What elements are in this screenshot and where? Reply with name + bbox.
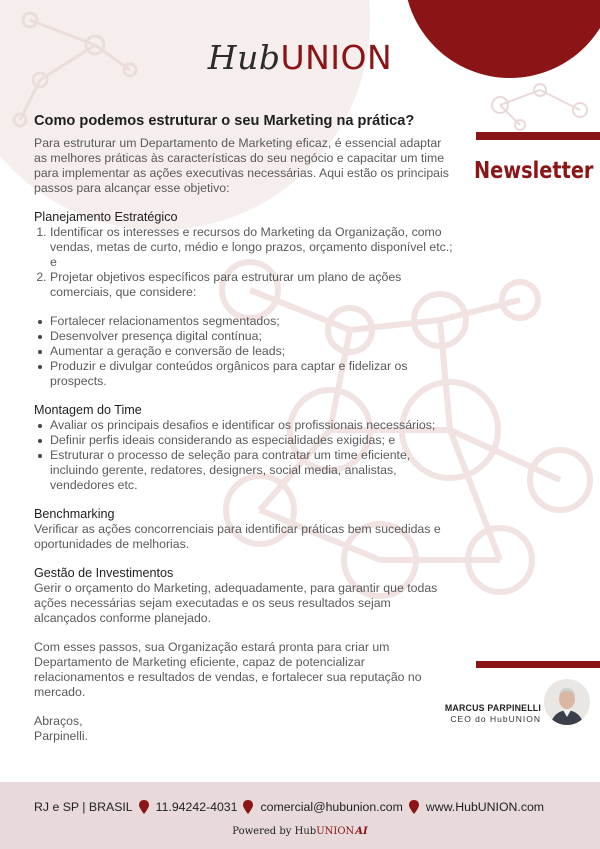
time-bullet-list — [34, 418, 454, 493]
section-heading-investimentos: Gestão de Investimentos — [34, 566, 174, 580]
network-graphic-top-right — [492, 84, 587, 130]
list-item: Estruturar o processo de seleção para contratar um time eficiente, incluindo gerente, redatores, designers, social media, analistas, vendedores etc. — [50, 448, 454, 493]
phone-icon — [139, 800, 149, 814]
powered-ai: AI — [355, 826, 368, 837]
list-item: Produzir e divulgar conteúdos orgânicos para captar e fidelizar os prospects. — [50, 359, 454, 389]
powered-hub: Hub — [294, 826, 317, 837]
list-item: 1. Identificar os interesses e recursos do Marketing da Organização, como vendas, metas de curto, médio e longo prazos, orçamento disponível etc.; e — [50, 225, 454, 270]
list-item: Definir perfis ideais considerando as especialidades exigidas; e — [50, 433, 454, 448]
list-item: Desenvolver presença digital contínua; — [50, 329, 454, 344]
logo-hub: Hub — [207, 38, 281, 77]
article-intro: Para estruturar um Departamento de Marketing eficaz, é essencial adaptar as melhores práticas às características do seu negócio e capacitar um time para implementar as ações executivas necessárias. Aqui estão os principais passos para alcançar esse objetivo: — [34, 136, 449, 195]
avatar — [544, 679, 590, 725]
author-accent-bar — [476, 661, 600, 668]
planejamento-bullet-list — [34, 314, 454, 389]
newsletter-label: Newsletter — [474, 158, 594, 184]
email-link[interactable]: comercial@hubunion.com — [260, 800, 403, 814]
list-item: Avaliar os principais desafios e identificar os profissionais necessários; — [50, 418, 454, 433]
email-icon — [243, 800, 253, 814]
newsletter-accent-bar — [476, 132, 600, 140]
section-heading-planejamento: Planejamento Estratégico — [34, 210, 178, 224]
article-title: Como podemos estruturar o seu Marketing na prática? — [34, 113, 415, 129]
section-heading-benchmarking: Benchmarking — [34, 507, 115, 521]
list-item: Fortalecer relacionamentos segmentados; — [50, 314, 454, 329]
planejamento-numbered-list — [34, 225, 454, 300]
logo-union: UNION — [280, 38, 393, 77]
author-name: MARCUS PARPINELLI — [444, 703, 541, 713]
website-icon — [409, 800, 419, 814]
investimentos-text: Gerir o orçamento do Marketing, adequadamente, para garantir que todas ações necessárias sejam executadas e os seus resultados sejam alcançados conforme planejado. — [34, 581, 438, 625]
powered-union: UNION — [316, 826, 355, 837]
author-role: CEO do HubUNION — [450, 714, 541, 724]
list-item: 2. Projetar objetivos específicos para estruturar um plano de ações comerciais, que considere: — [50, 270, 454, 300]
website-link[interactable]: www.HubUNION.com — [425, 800, 545, 814]
signoff: Abraços, — [34, 714, 83, 728]
section-heading-time: Montagem do Time — [34, 403, 142, 417]
footer — [0, 782, 600, 849]
closing-paragraph: Com esses passos, sua Organização estará pronta para criar um Departamento de Marketing eficiente, capaz de potencializar relacionamentos e resultados de vendas, e fortalecer sua reputação no mercado. — [34, 640, 422, 699]
location-text: RJ e SP | BRASIL — [34, 800, 133, 814]
benchmarking-text: Verificar as ações concorrenciais para identificar práticas bem sucedidas e oportunidades de melhorias. — [34, 522, 441, 551]
phone-link[interactable]: 11.94242-4031 — [155, 800, 238, 814]
powered-prefix: Powered by — [232, 826, 295, 837]
signature: Parpinelli. — [34, 729, 88, 743]
brand-logo — [0, 38, 600, 77]
article-body — [34, 112, 454, 744]
footer-contacts — [34, 800, 544, 814]
list-item: Aumentar a geração e conversão de leads; — [50, 344, 454, 359]
powered-by — [0, 826, 600, 837]
